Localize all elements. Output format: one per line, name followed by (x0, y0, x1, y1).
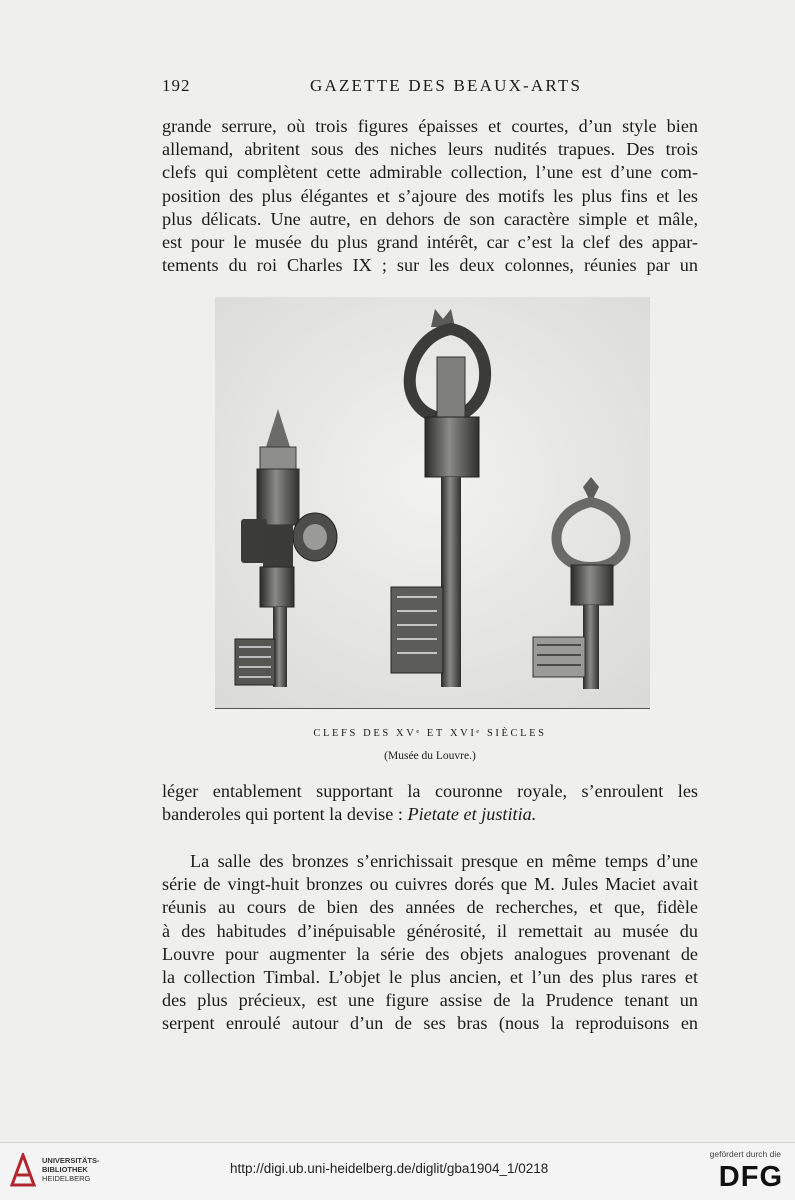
digitization-footer (0, 1142, 795, 1200)
text-line: plus délicats. Une autre, en dehors de son caractère simple et mâle, (162, 208, 698, 229)
keys-photograph (215, 297, 650, 709)
text-line: réunis au cours de bien des années de recherches, et que, fidèle (162, 897, 698, 918)
keys-illustration (215, 297, 650, 708)
text-line: grande serrure, où trois figures épaisses et courtes, d’un style bien (162, 116, 698, 136)
text-line: des plus précieux, est une figure assise de la Prudence tenant un (162, 990, 698, 1011)
running-head (162, 76, 698, 98)
text-line: série de vingt-huit bronzes ou cuivres dorés que M. Jules Maciet avait (162, 874, 698, 895)
funder-note: gefördert durch die (709, 1149, 781, 1159)
text-line: à des habitudes d’inépuisable générosité, il remettait au musée du (162, 920, 698, 941)
text-line: clefs qui complètent cette admirable collection, l’une est d’une com- (162, 162, 698, 183)
library-name-line: HEIDELBERG (42, 1174, 91, 1183)
text-line: tements du roi Charles IX ; sur les deux colonnes, réunies par un (162, 255, 698, 276)
text-line: position des plus élégantes et s’ajoure des motifs les plus fins et les (162, 185, 698, 206)
library-name-line: UNIVERSITÄTS- (42, 1156, 100, 1165)
text-line (162, 803, 698, 826)
text-line: La salle des bronzes s’enrichissait presque en même temps d’une (190, 851, 698, 871)
text-line: la collection Timbal. L’objet le plus ancien, et l’un des plus rares et (162, 967, 698, 988)
funder-logo: DFG (718, 1161, 783, 1193)
text-line: léger entablement supportant la couronne royale, s’enroulent les (162, 781, 698, 801)
permalink-url[interactable]: http://digi.ub.uni-heidelberg.de/diglit/gba1904_1/0218 (230, 1161, 549, 1176)
text-segment: banderoles qui portent la devise : (162, 804, 408, 825)
page-number: 192 (162, 76, 191, 95)
paragraph-1 (162, 115, 698, 277)
text-line: allemand, abritent sous des niches leurs nudités trapues. Des trois (162, 139, 698, 160)
text-line: est pour le musée du plus grand intérêt, car c’est la clef des appar- (162, 232, 698, 253)
plate-caption-credit: (Musée du Louvre.) (384, 750, 476, 762)
library-logo-icon (10, 1153, 36, 1187)
library-name (42, 1156, 100, 1183)
text-line: serpent enroulé autour d’un de ses bras (nous la reproduisons en (162, 1013, 698, 1034)
motto: Pietate et justitia. (407, 804, 537, 825)
paragraph-3 (162, 850, 698, 1036)
plate-caption-title: CLEFS DES XVᵉ ET XVIᵉ SIÈCLES (313, 728, 547, 739)
paragraph-2 (162, 780, 698, 826)
journal-title: GAZETTE DES BEAUX-ARTS (310, 76, 583, 95)
library-name-line: BIBLIOTHEK (42, 1165, 88, 1174)
text-line: Louvre pour augmenter la série des objets analogues provenant de (162, 943, 698, 964)
